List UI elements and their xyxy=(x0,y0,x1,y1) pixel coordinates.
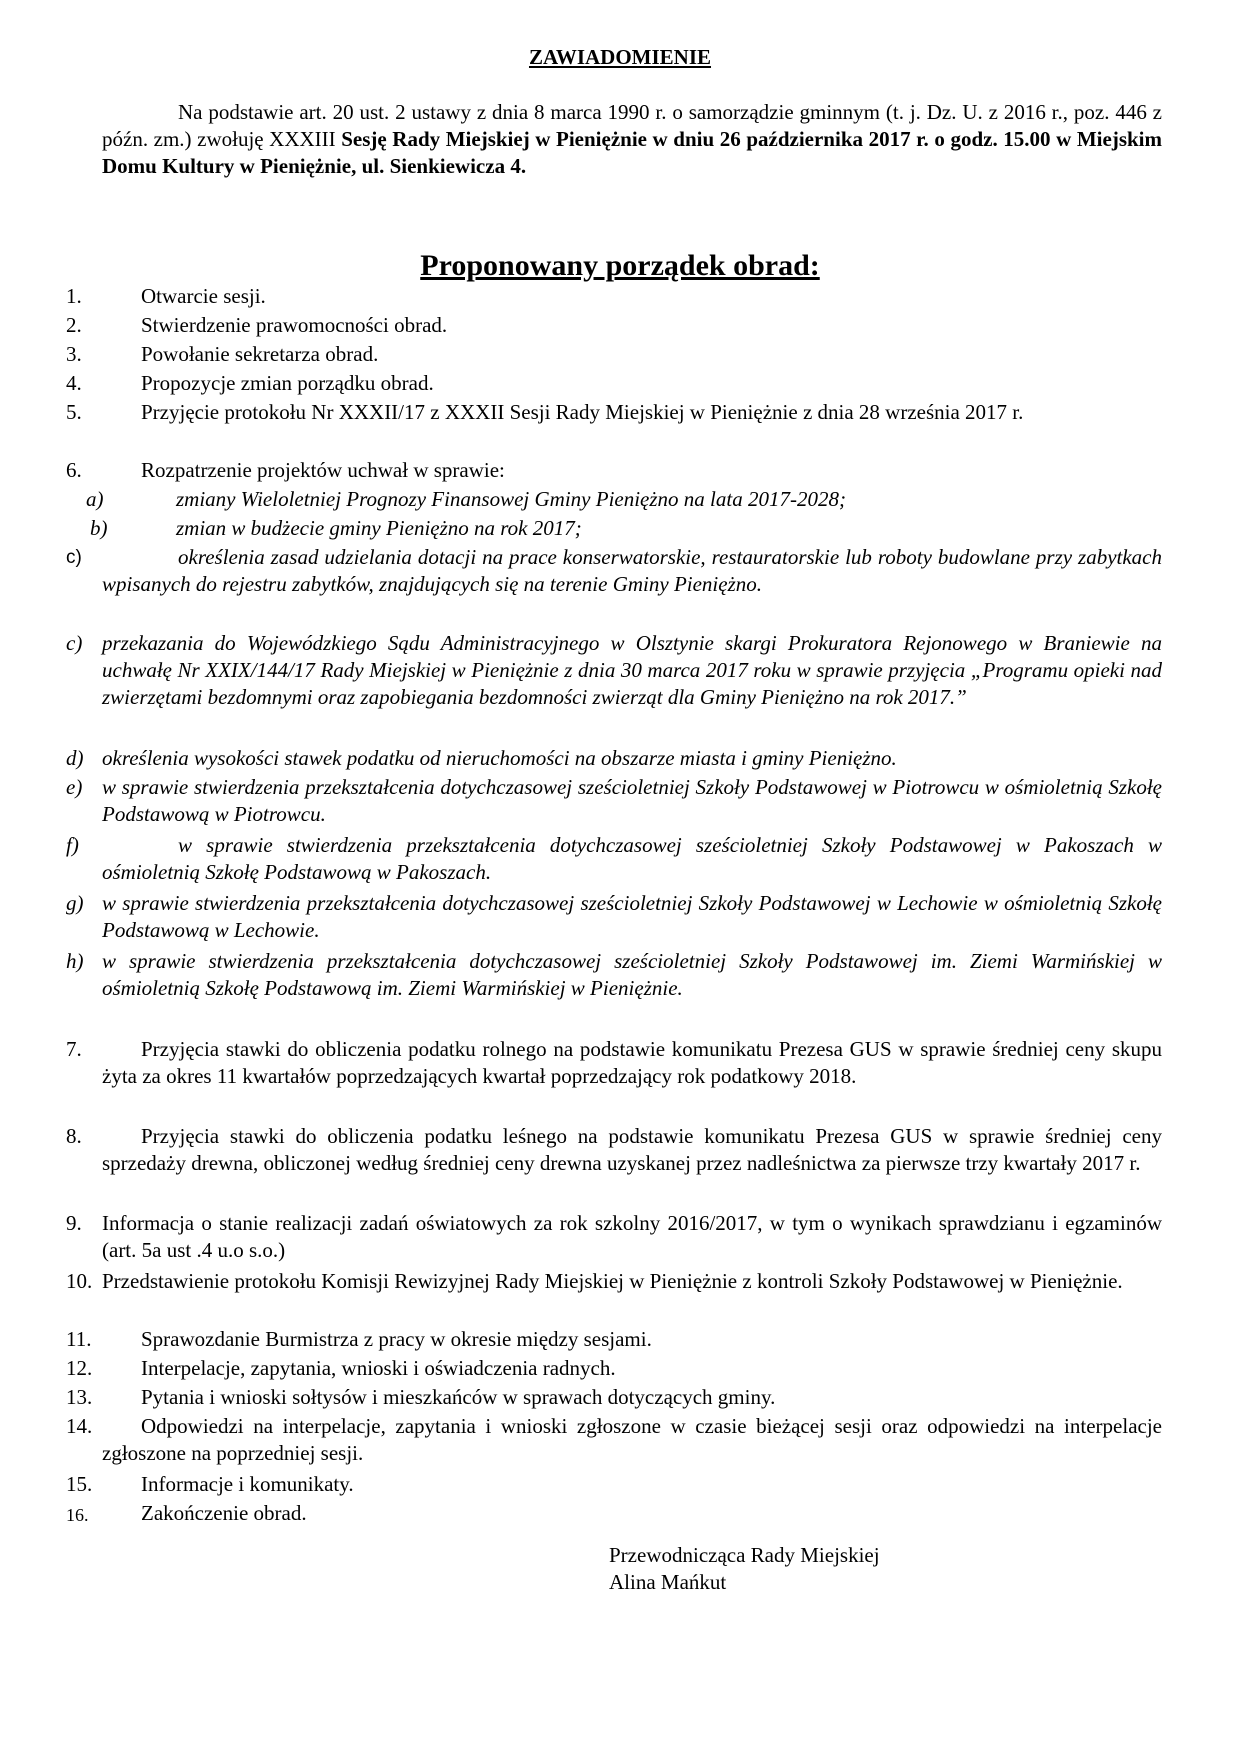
subitem-text: w sprawie stwierdzenia przekształcenia dotychczasowej sześcioletniej Szkoły Podstawowej w Piotrowcu w ośmioletnią Szkołę Podstawową w Piotrowcu. xyxy=(102,775,1162,826)
item-number: 12. xyxy=(66,1356,93,1380)
item-text: Sprawozdanie Burmistrza z pracy w okresie między sesjami. xyxy=(141,1327,652,1351)
subitem-text: w sprawie stwierdzenia przekształcenia dotychczasowej sześcioletniej Szkoły Podstawowej im. Ziemi Warmińskiej w ośmioletnią Szkołę Podstawową im. Ziemi Warmińskiej w Pieniężnie. xyxy=(102,949,1162,1000)
item-text: Przedstawienie protokołu Komisji Rewizyjnej Rady Miejskiej w Pieniężnie z kontroli Szkoły Podstawowej w Pieniężnie. xyxy=(102,1269,1123,1293)
subitem-letter: c) xyxy=(66,631,83,655)
item-number: 8. xyxy=(66,1124,82,1148)
item-number: 4. xyxy=(66,371,82,395)
subitem-text: określenia zasad udzielania dotacji na prace konserwatorskie, restauratorskie lub roboty budowlane przy zabytkach wpisanych do rejestru zabytków, znajdujących się na terenie Gminy Pieniężno. xyxy=(102,545,1162,596)
item-text: Przyjęcia stawki do obliczenia podatku leśnego na podstawie komunikatu Prezesa GUS w sprawie średniej ceny sprzedaży drewna, obliczonej według średniej ceny drewna uzyskanej przez nadleśnictwa za pierwsze trzy kwartały 2017 r. xyxy=(102,1124,1162,1175)
signature-block xyxy=(609,1542,1109,1596)
item-text: Powołanie sekretarza obrad. xyxy=(141,342,379,366)
intro-plain: Na podstawie art. 20 ust. 2 ustawy z dnia 8 marca 1990 r. o samorządzie gminnym (t. j. Dz. U. z 2016 r., poz. 446 z późn. zm.) zwołuję XXXIII xyxy=(102,100,1162,151)
item-number: 9. xyxy=(66,1211,82,1235)
subitem-text: zmiany Wieloletniej Prognozy Finansowej Gminy Pieniężno na lata 2017-2028; xyxy=(176,487,846,511)
document-title: ZAWIADOMIENIE xyxy=(528,45,712,69)
item-number: 13. xyxy=(66,1385,93,1409)
item-text: Propozycje zmian porządku obrad. xyxy=(141,371,434,395)
subitem-letter: g) xyxy=(66,891,84,915)
signature-role: Przewodnicząca Rady Miejskiej xyxy=(609,1543,880,1567)
item-number: 1. xyxy=(66,284,82,308)
subitem-text: zmian w budżecie gminy Pieniężno na rok 2017; xyxy=(176,516,582,540)
intro-paragraph xyxy=(102,99,1162,180)
item-number: 7. xyxy=(66,1037,82,1061)
intro-bold: Sesję Rady Miejskiej w Pieniężnie w dniu 26 października 2017 r. o godz. 15.00 w Miejskim Domu Kultury w Pieniężnie, ul. Sienkiewicza 4. xyxy=(102,127,1162,178)
item-number: 11. xyxy=(66,1327,92,1351)
subitem-letter: f) xyxy=(66,833,79,857)
agenda-heading: Proponowany porządek obrad: xyxy=(420,249,820,282)
item-number: 16. xyxy=(66,1505,89,1525)
item-number: 2. xyxy=(66,313,82,337)
item-number: 14. xyxy=(66,1414,93,1438)
item-text: Rozpatrzenie projektów uchwał w sprawie: xyxy=(141,458,505,482)
signature-name: Alina Mańkut xyxy=(609,1570,727,1594)
subitem-letter: a) xyxy=(86,487,104,511)
subitem-letter: e) xyxy=(66,775,83,799)
subitem-letter: c) xyxy=(66,547,82,568)
item-number: 6. xyxy=(66,458,82,482)
subitem-text: w sprawie stwierdzenia przekształcenia dotychczasowej sześcioletniej Szkoły Podstawowej w Pakoszach w ośmioletnią Szkołę Podstawową w Pakoszach. xyxy=(102,833,1162,884)
item-number: 3. xyxy=(66,342,82,366)
item-text: Zakończenie obrad. xyxy=(141,1501,307,1525)
item-text: Informacje i komunikaty. xyxy=(141,1472,354,1496)
item-text: Przyjęcia stawki do obliczenia podatku rolnego na podstawie komunikatu Prezesa GUS w sprawie średniej ceny skupu żyta za okres 11 kwartałów poprzedzających kwartał poprzedzający rok podatkowy 2018. xyxy=(102,1037,1162,1088)
subitem-text: określenia wysokości stawek podatku od nieruchomości na obszarze miasta i gminy Pieniężno. xyxy=(102,746,897,770)
item-text: Interpelacje, zapytania, wnioski i oświadczenia radnych. xyxy=(141,1356,616,1380)
item-number: 15. xyxy=(66,1472,93,1496)
item-text: Informacja o stanie realizacji zadań oświatowych za rok szkolny 2016/2017, w tym o wynikach sprawdzianu i egzaminów (art. 5a ust .4 u.o s.o.) xyxy=(102,1211,1162,1262)
subitem-letter: h) xyxy=(66,949,84,973)
item-number: 5. xyxy=(66,400,82,424)
subitem-text: w sprawie stwierdzenia przekształcenia dotychczasowej sześcioletniej Szkoły Podstawowej w Lechowie w ośmioletnią Szkołę Podstawową w Lechowie. xyxy=(102,891,1162,942)
item-text: Przyjęcie protokołu Nr XXXII/17 z XXXII Sesji Rady Miejskiej w Pieniężnie z dnia 28 września 2017 r. xyxy=(141,400,1024,424)
subitem-text: przekazania do Wojewódzkiego Sądu Administracyjnego w Olsztynie skargi Prokuratora Rejonowego w Braniewie na uchwałę Nr XXIX/144/17 Rady Miejskiej w Pieniężnie z dnia 30 marca 2017 roku w sprawie przyjęcia „Programu opieki nad zwierzętami bezdomnymi oraz zapobiegania bezdomności zwierząt dla Gminy Pieniężno na rok 2017.” xyxy=(102,631,1162,709)
subitem-letter: b) xyxy=(90,516,108,540)
item-number: 10. xyxy=(66,1269,93,1293)
subitem-letter: d) xyxy=(66,746,84,770)
item-text: Odpowiedzi na interpelacje, zapytania i wnioski zgłoszone w czasie bieżącej sesji oraz odpowiedzi na interpelacje zgłoszone na poprzedniej sesji. xyxy=(102,1414,1162,1465)
item-text: Pytania i wnioski sołtysów i mieszkańców w sprawach dotyczących gminy. xyxy=(141,1385,776,1409)
item-text: Otwarcie sesji. xyxy=(141,284,266,308)
item-text: Stwierdzenie prawomocności obrad. xyxy=(141,313,448,337)
